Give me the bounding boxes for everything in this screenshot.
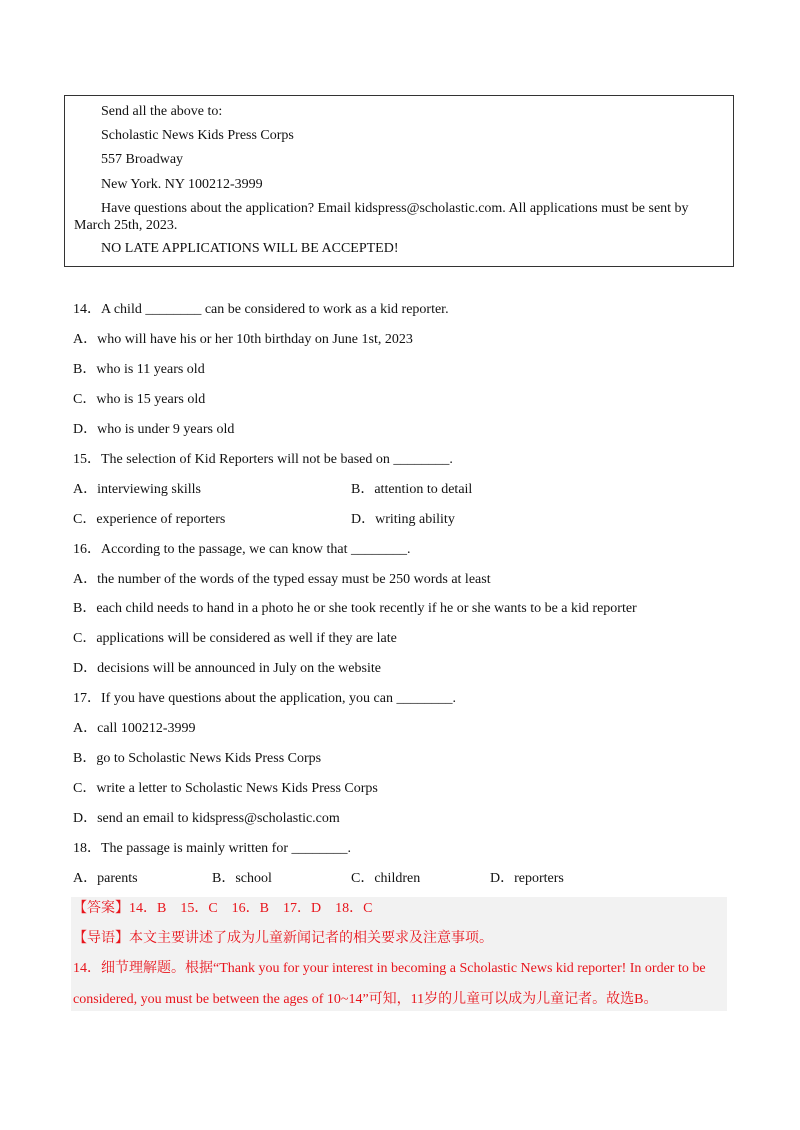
box-line-notice: NO LATE APPLICATIONS WILL BE ACCEPTED! bbox=[101, 241, 399, 256]
question-16-option-c: C．applications will be considered as well if they are late bbox=[73, 631, 397, 646]
question-15-stem: 15．The selection of Kid Reporters will not be based on ________. bbox=[73, 452, 453, 467]
question-14-stem: 14．A child ________ can be considered to work as a kid reporter. bbox=[73, 302, 449, 317]
question-16-option-a: A．the number of the words of the typed essay must be 250 words at least bbox=[73, 572, 491, 587]
question-15-option-d: D．writing ability bbox=[351, 512, 455, 527]
question-18-option-a: A．parents bbox=[73, 871, 138, 886]
question-15-option-a: A．interviewing skills bbox=[73, 482, 201, 497]
box-line: Send all the above to: bbox=[101, 104, 223, 119]
question-14-option-c: C．who is 15 years old bbox=[73, 392, 206, 407]
answer-guide: 【导语】本文主要讲述了成为儿童新闻记者的相关要求及注意事项。 bbox=[73, 931, 493, 946]
box-line: Scholastic News Kids Press Corps bbox=[101, 128, 294, 143]
answer-explanation-line-1: 14．细节理解题。根据“Thank you for your interest in becoming a Scholastic News kid reporter! In order to be bbox=[73, 961, 706, 976]
application-info-box bbox=[64, 95, 734, 267]
question-14-option-a: A．who will have his or her 10th birthday on June 1st, 2023 bbox=[73, 332, 413, 347]
question-18-stem: 18．The passage is mainly written for ________. bbox=[73, 841, 352, 856]
box-line: New York. NY 100212-3999 bbox=[101, 177, 263, 192]
question-16-option-d: D．decisions will be announced in July on the website bbox=[73, 661, 381, 676]
question-17-option-b: B．go to Scholastic News Kids Press Corps bbox=[73, 751, 322, 766]
question-14-option-b: B．who is 11 years old bbox=[73, 362, 205, 377]
box-line: Have questions about the application? Email kidspress@scholastic.com. All applications must be sent by March 25th, 2023. bbox=[74, 201, 689, 233]
question-17-stem: 17．If you have questions about the application, you can ________. bbox=[73, 691, 456, 706]
question-15-option-c: C．experience of reporters bbox=[73, 512, 226, 527]
question-18-option-d: D．reporters bbox=[490, 871, 564, 886]
answer-key: 【答案】14．B 15．C 16．B 17．D 18．C bbox=[73, 901, 373, 916]
question-14-option-d: D．who is under 9 years old bbox=[73, 422, 235, 437]
question-17-option-c: C．write a letter to Scholastic News Kids Press Corps bbox=[73, 781, 378, 796]
question-18-option-c: C．children bbox=[351, 871, 421, 886]
question-16-option-b: B．each child needs to hand in a photo he or she took recently if he or she wants to be a kid reporter bbox=[73, 601, 637, 616]
box-line: 557 Broadway bbox=[101, 152, 184, 167]
answer-explanation-line-2: considered, you must be between the ages of 10~14”可知，11岁的儿童可以成为儿童记者。故选B。 bbox=[73, 992, 658, 1007]
question-16-stem: 16．According to the passage, we can know that ________. bbox=[73, 542, 411, 557]
question-18-option-b: B．school bbox=[212, 871, 272, 886]
question-15-option-b: B．attention to detail bbox=[351, 482, 473, 497]
question-17-option-d: D．send an email to kidspress@scholastic.com bbox=[73, 811, 340, 826]
question-17-option-a: A．call 100212-3999 bbox=[73, 721, 196, 736]
